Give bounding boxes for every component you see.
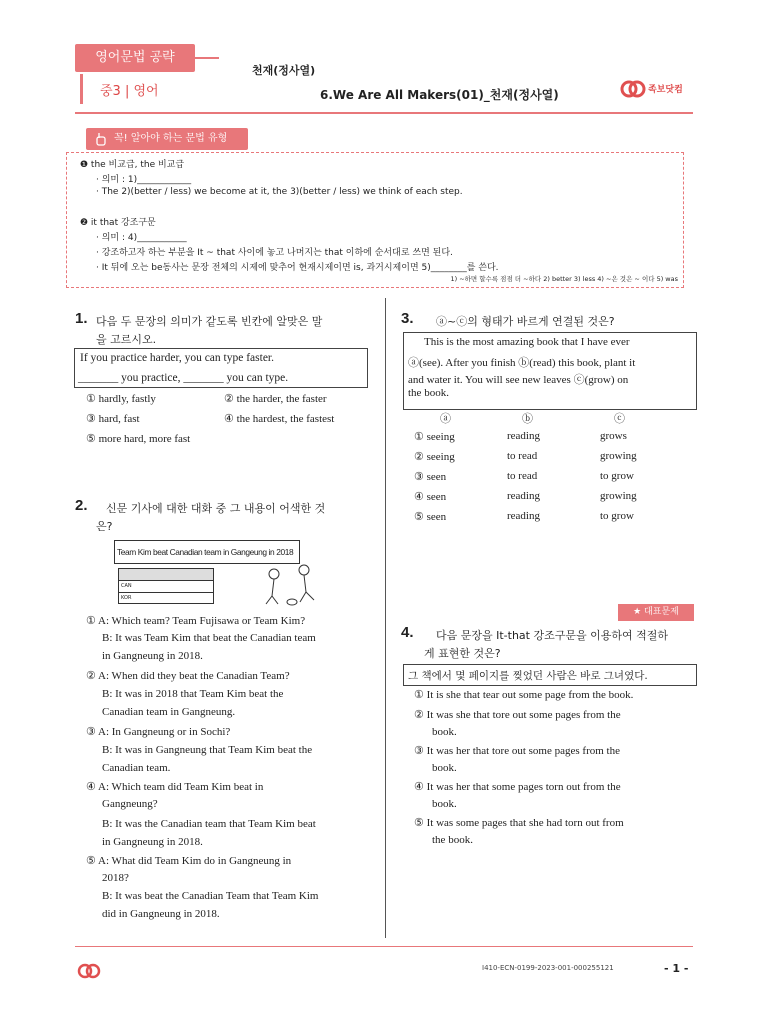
q3-text: ⓐ~ⓒ의 형태가 바르게 연결된 것은? [436,315,615,328]
q1-choice-4[interactable]: ④ the hardest, the fastest [224,413,335,425]
q1-choice-2[interactable]: ② the harder, the faster [224,393,327,405]
q2-choice-line: did in Gangneung in 2018. [102,908,220,920]
q4-number: 4. [401,624,414,641]
q1-number: 1. [75,310,88,327]
q3-choice-3[interactable]: ③ seen [414,471,447,483]
q4-choice-line: the book. [432,834,473,846]
q1-text: 다음 두 문장의 의미가 같도록 빈칸에 알맞은 말 [96,315,323,328]
footer-logo-icon [76,962,102,980]
q2-choice-line: B: It was in 2018 that Team Kim beat the [102,688,284,700]
q3-header-b: ⓑ [522,413,533,425]
q3-passage-line: the book. [408,387,449,399]
scoreboard-team: KOR [121,595,132,601]
scoreboard [118,568,214,604]
q3-cell: reading [507,510,540,522]
document-code: I410-ECN-0199-2023-001-000255121 [482,964,614,972]
logo-icon [620,78,646,100]
q3-cell: reading [507,490,540,502]
q2-choice-line: 2018? [102,872,129,884]
q1-choice-1[interactable]: ① hardly, fastly [86,393,156,405]
q4-box-text: 그 책에서 몇 페이지를 찢었던 사람은 바로 그녀였다. [408,670,648,682]
q3-cell: growing [600,450,637,462]
grammar-line: ❷ it that 강조구문 [80,218,156,228]
q3-header-a: ⓐ [440,413,451,425]
q2-choice-4[interactable]: ④ A: Which team did Team Kim beat in [86,781,264,793]
q1-box-line: If you practice harder, you can type faster. [80,352,274,364]
curling-players-icon [264,564,324,606]
q1-choice-5[interactable]: ⑤ more hard, more fast [86,433,191,445]
subject-tab: 영어문법 공략 [75,44,195,72]
q1-box-line: _______ you practice, _______ you can type. [78,372,289,384]
page-title: 6.We Are All Makers(01)_천재(정사열) [320,88,559,102]
q4-choice-2[interactable]: ② It was she that tore out some pages from the [414,709,621,721]
q3-cell: to grow [600,470,634,482]
representative-badge: ★ 대표문제 [618,604,694,621]
q4-text: 다음 문장을 It-that 강조구문을 이용하여 적절하 [436,629,668,642]
q3-passage-line: ⓐ(see). After you finish ⓑ(read) this book, plant it [408,357,636,369]
hand-icon [94,132,108,146]
q3-choice-2[interactable]: ② seeing [414,451,455,463]
grammar-line: · 의미 : 1)____________ [96,175,192,185]
q2-choice-5[interactable]: ⑤ A: What did Team Kim do in Gangneung in [86,855,292,867]
q2-choice-line: B: It was the Canadian team that Team Kim beat [102,818,316,830]
q3-cell: grows [600,430,627,442]
grammar-line: · It 뒤에 오는 be동사는 문장 전체의 시제에 맞추어 현재시제이면 is, 과거시제이면 5)________를 쓴다. [96,263,499,273]
grammar-line: ❶ the 비교급, the 비교급 [80,160,185,170]
scoreboard-team: CAN [119,581,213,593]
q3-passage-line: This is the most amazing book that I have ever [424,336,630,348]
q4-text-2: 게 표현한 것은? [424,647,501,660]
q3-cell: to grow [600,510,634,522]
grammar-line: · 강조하고자 하는 부분을 It ~ that 사이에 놓고 나머지는 that 이하에 순서대로 쓰면 된다. [96,248,453,258]
logo-text: 족보닷컴 [648,85,683,95]
q3-number: 3. [401,310,414,327]
page-number: - 1 - [664,962,689,975]
q2-text-2: 은? [96,520,113,533]
q2-choice-line: Canadian team. [102,762,171,774]
grammar-tab-label: 꼭! 알아야 하는 문법 유형 [114,133,228,144]
q3-cell: reading [507,430,540,442]
q3-header-c: ⓒ [614,413,625,425]
q2-choice-line: Gangneung? [102,798,158,810]
q2-choice-line: in Gangneung in 2018. [102,650,203,662]
q1-choice-3[interactable]: ③ hard, fast [86,413,140,425]
newspaper-headline: Team Kim beat Canadian team in Gangeung in 2018 [114,540,300,564]
grammar-tab [86,128,248,150]
q2-text: 신문 기사에 대한 대화 중 그 내용이 어색한 것 [106,502,326,515]
q2-choice-line: in Gangneung in 2018. [102,836,203,848]
q4-choice-line: book. [432,762,457,774]
q3-choice-1[interactable]: ① seeing [414,431,455,443]
column-divider [385,298,386,938]
q3-choice-4[interactable]: ④ seen [414,491,447,503]
q3-cell: to read [507,470,538,482]
q4-choice-3[interactable]: ③ It was her that tore out some pages from the [414,745,620,757]
footer-divider [75,946,693,947]
q4-choice-4[interactable]: ④ It was her that some pages torn out from the [414,781,621,793]
q2-choice-line: B: It was in Gangneung that Team Kim beat the [102,744,313,756]
q2-choice-line: Canadian team in Gangneung. [102,706,236,718]
grade-accent-bar [80,74,83,104]
q4-choice-line: book. [432,798,457,810]
grammar-line: · 의미 : 4)___________ [96,233,187,243]
q2-choice-line: B: It was beat the Canadian Team that Team Kim [102,890,319,902]
q2-number: 2. [75,497,88,514]
q3-cell: to read [507,450,538,462]
q4-choice-line: book. [432,726,457,738]
newspaper-image [114,540,324,606]
q4-choice-1[interactable]: ① It is she that tear out some page from the book. [414,689,634,701]
q2-choice-line: B: It was Team Kim that beat the Canadian team [102,632,316,644]
q3-passage-line: and water it. You will see new leaves ⓒ(grow) on [408,374,629,386]
q1-text-2: 을 고르시오. [96,333,157,346]
q3-cell: growing [600,490,637,502]
header-accent-line [195,57,219,59]
grammar-answers: 1) ~하면 할수록 점점 더 ~하다 2) better 3) less 4) ~은 것은 ~ 이다 5) was [450,275,678,283]
q4-choice-5[interactable]: ⑤ It was some pages that she had torn out from [414,817,624,829]
q2-choice-2[interactable]: ② A: When did they beat the Canadian Team? [86,670,290,682]
header-divider [75,112,693,114]
grammar-line: · The 2)(better / less) we become at it, the 3)(better / less) we think of each step. [96,187,463,197]
q3-choice-5[interactable]: ⑤ seen [414,511,447,523]
publisher-label: 천재(정사열) [252,64,316,77]
q2-choice-1[interactable]: ① A: Which team? Team Fujisawa or Team Kim? [86,615,306,627]
q2-choice-3[interactable]: ③ A: In Gangneung or in Sochi? [86,726,231,738]
grade-label: 중3 | 영어 [100,84,159,99]
